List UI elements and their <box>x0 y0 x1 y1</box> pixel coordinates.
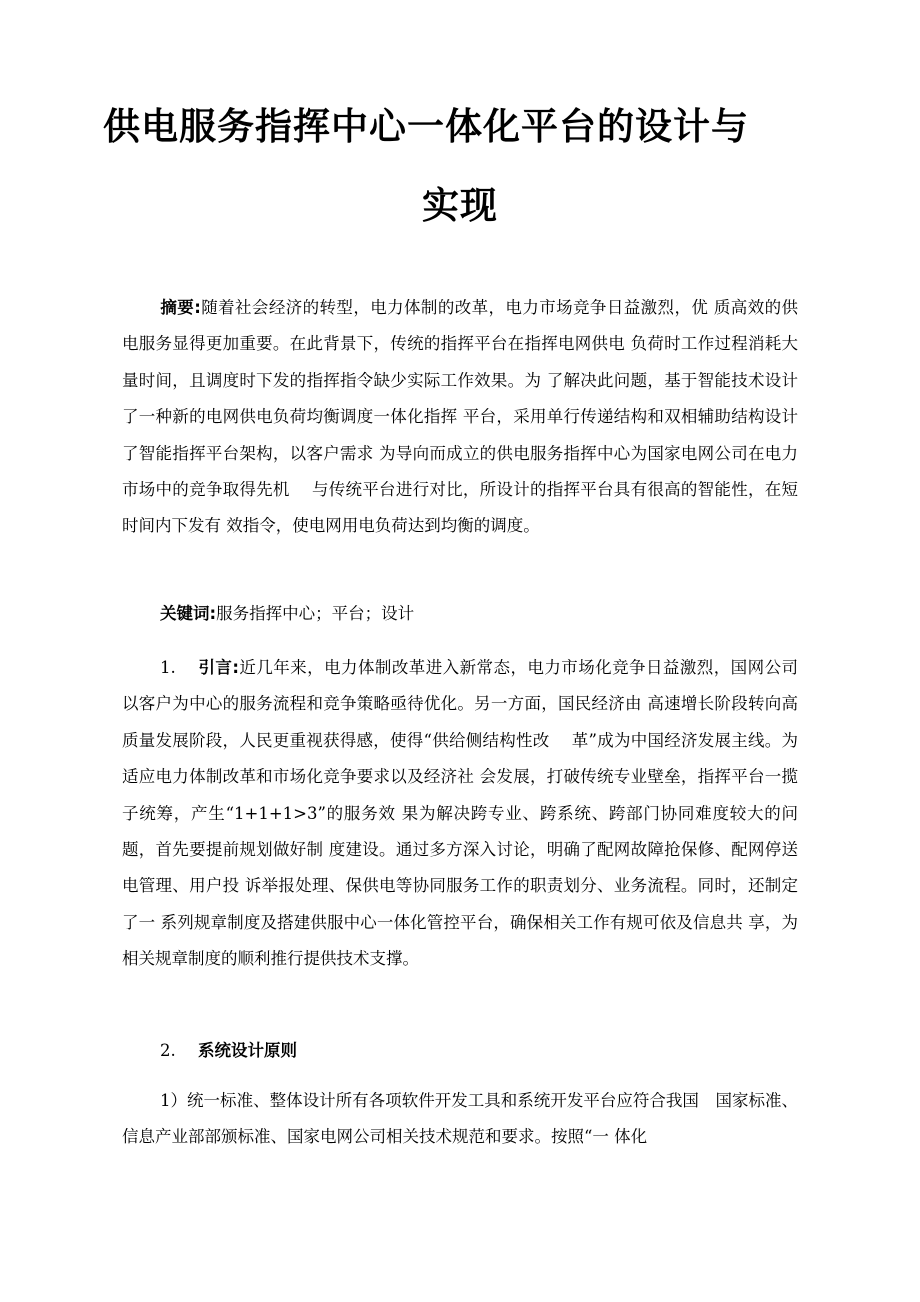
section-2-number: 2. <box>160 1041 176 1060</box>
intro-text: 近几年来，电力体制改革进入新常态，电力市场化竞争日益激烈，国网公司以客户为中心的服务流程和竞争策略亟待优化。另一方面，国民经济由 高速增长阶段转向高质量发展阶段，人民更重视获得感，使得“供给侧结构性改 革”成为中国经济发展主线。为适应电力体制改革和市场化竞争要求以及经济社 会发展，打破传统专业壁垒，指挥平台一揽子统筹，产生“1+1+1>3”的服务效 果为解决跨专业、跨系统、跨部门协同难度较大的问题，首先要提前规划做好制 度建设。通过多方深入讨论，明确了配网故障抢保修、配网停送电管理、用户投 诉举报处理、保供电等协同服务工作的职责划分、业务流程。同时，还制定了一 系列规章制度及搭建供服中心一体化管控平台，确保相关工作有规可依及信息共 享，为相关规章制度的顺利推行提供技术支撑。 <box>122 658 799 969</box>
abstract-text: 随着社会经济的转型，电力体制的改革，电力市场竞争日益激烈，优 质高效的供电服务显得更加重要。在此背景下，传统的指挥平台在指挥电网供电 负荷时工作过程消耗大量时间，且调度时下发的指挥指令缺少实际工作效果。为 了解决此问题，基于智能技术设计了一种新的电网供电负荷均衡调度一体化指挥 平台，采用单行传递结构和双相辅助结构设计了智能指挥平台架构，以客户需求 为导向而成立的供电服务指挥中心为国家电网公司在电力市场中的竞争取得先机 与传统平台进行对比，所设计的指挥平台具有很高的智能性，在短时间内下发有 效指令，使电网用电负荷达到均衡的调度。 <box>122 298 798 536</box>
keywords-paragraph <box>122 596 798 632</box>
intro-number: 1. <box>160 658 176 677</box>
document-title-line-1: 供电服务指挥中心一体化平台的设计与 <box>103 105 749 148</box>
document-title-line-2: 实现 <box>422 184 498 227</box>
abstract-paragraph <box>122 290 798 545</box>
section-2-heading <box>122 1033 798 1069</box>
section-2-title: 系统设计原则 <box>198 1041 297 1060</box>
keywords-text: 服务指挥中心；平台；设计 <box>216 604 415 623</box>
abstract-label: 摘要: <box>160 298 201 317</box>
principle-1-text: 1）统一标准、整体设计所有各项软件开发工具和系统开发平台应符合我国 国家标准、信息产业部部颁标准、国家电网公司相关技术规范和要求。按照“一 体化 <box>122 1091 798 1147</box>
keywords-label: 关键词: <box>160 604 217 623</box>
principle-1-paragraph <box>122 1083 798 1156</box>
intro-label: 引言: <box>198 658 239 677</box>
intro-paragraph <box>122 650 798 978</box>
